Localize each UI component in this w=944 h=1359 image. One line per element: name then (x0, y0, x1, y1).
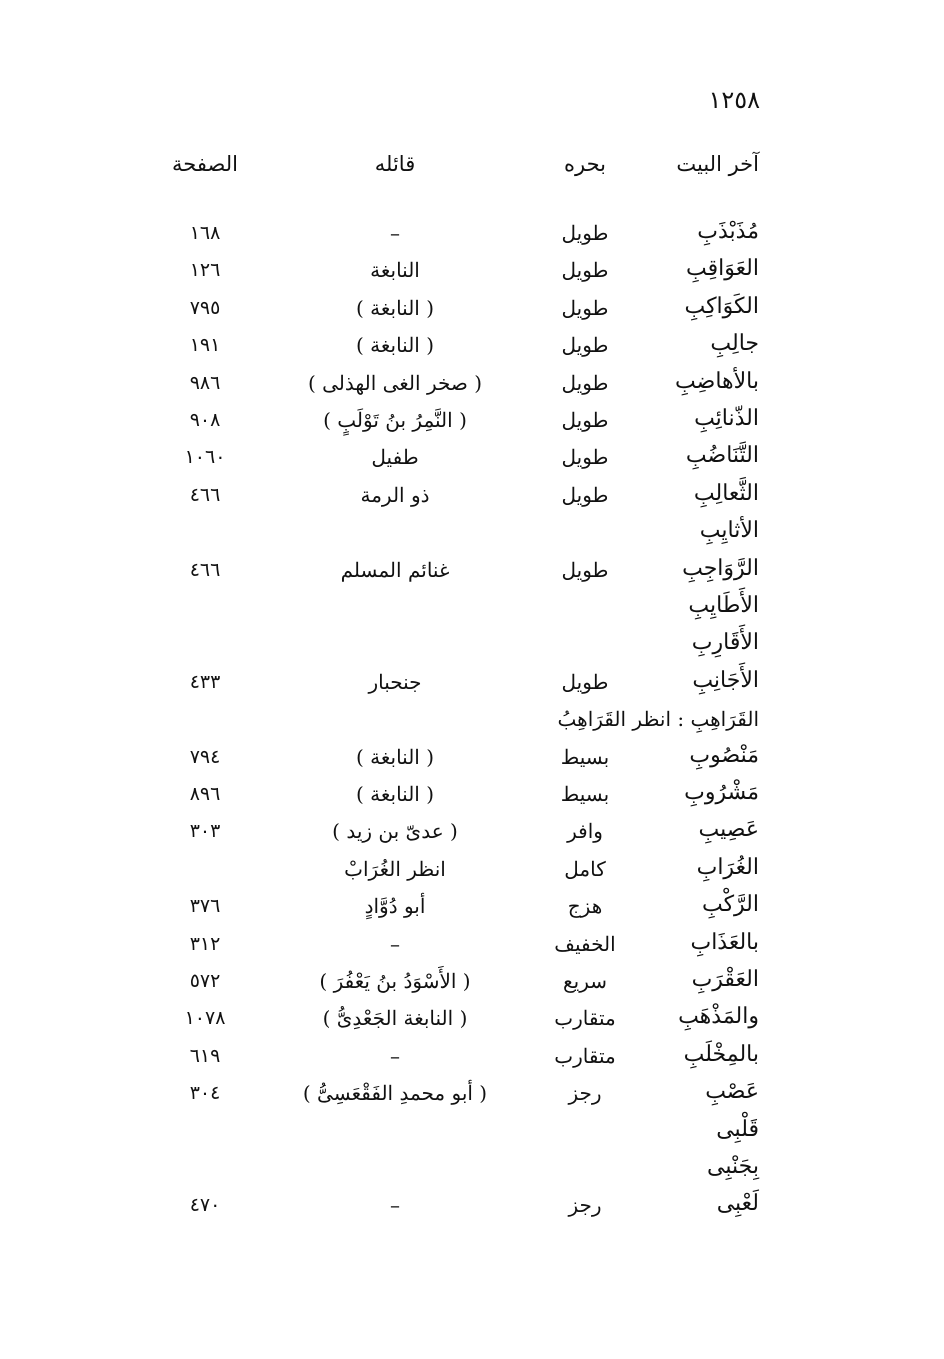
table-row (0, 628, 944, 665)
page-cell: ٤٦٦ (189, 483, 221, 506)
verse-end-cell: مَشْرُوبِ (684, 780, 759, 805)
table-row (0, 965, 944, 1002)
verse-end-cell: بِجَنْبِى (707, 1154, 759, 1179)
poet-cell: ( الأَسْوَدُ بنُ يَعْفُرَ ) (319, 969, 471, 993)
page-cell: ٧٩٤ (189, 745, 221, 768)
page-cell: ٣٠٣ (189, 820, 221, 843)
meter-cell: بسيط (560, 744, 610, 769)
meter-cell: متقارب (554, 1043, 616, 1068)
page-cell: ٣١٢ (189, 932, 221, 955)
meter-cell: طويل (561, 221, 609, 245)
table-row (0, 815, 944, 852)
page-cell: ٨٩٦ (189, 783, 221, 805)
table-row (0, 928, 944, 965)
table-row (0, 292, 944, 329)
table-row (0, 1040, 944, 1077)
meter-cell: سريع (562, 969, 607, 993)
header-poet: قائله (374, 152, 416, 176)
poet-cell: ( النابغة ) (355, 333, 435, 358)
verse-end-cell: الرَّوَاجِبِ (682, 555, 759, 581)
meter-cell: متقارب (554, 1006, 616, 1031)
verse-end-cell: الثَّعالِبِ (693, 480, 759, 506)
table-row (0, 853, 944, 890)
poet-cell: – (390, 931, 400, 956)
page-cell: ٩٨٦ (189, 371, 221, 394)
verse-end-cell: جالِبِ (710, 331, 759, 357)
table-row (0, 1115, 944, 1152)
table-row (0, 1002, 944, 1039)
page-cell: ١٠٧٨ (184, 1007, 226, 1030)
verse-end-cell: بالعَذَابِ (690, 929, 759, 955)
meter-cell: وافر (567, 819, 603, 844)
poet-cell: – (390, 1043, 400, 1068)
table-row (0, 441, 944, 478)
poet-cell: طفيل (371, 445, 419, 470)
page-cell: ٩٠٨ (189, 409, 221, 431)
header-meter: بحره (564, 152, 606, 176)
poet-cell: – (390, 221, 400, 245)
table-row (0, 741, 944, 778)
meter-cell: طويل (561, 333, 609, 358)
meter-cell: كامل (564, 856, 606, 881)
verse-end-cell: العَوَاقِبِ (685, 256, 759, 282)
meter-cell: طويل (561, 445, 609, 470)
verse-end-cell: بالمِخْلَبِ (683, 1041, 759, 1067)
poet-cell: ( النابغة ) (355, 782, 435, 806)
poet-cell: أبو دُوَّادٍ (364, 894, 426, 919)
table-row (0, 591, 944, 628)
poet-cell: ( عدىّ بن زيد ) (332, 819, 458, 844)
table-row (0, 479, 944, 516)
meter-cell: طويل (561, 482, 609, 507)
poet-cell: ( صخر الغى الهذلى ) (307, 370, 483, 395)
meter-cell: الخفيف (554, 931, 616, 956)
page-cell: ١٦٨ (189, 222, 221, 244)
table-row (0, 554, 944, 591)
meter-cell: طويل (561, 295, 609, 320)
table-row (0, 516, 944, 553)
page-cell: ١٠٦٠ (184, 446, 226, 469)
table-row (0, 1189, 944, 1226)
poet-cell: ( أبو محمدِ الفَقْعَسِىُّ ) (302, 1081, 488, 1106)
table-row (0, 666, 944, 703)
poet-cell: ( النابغة ) (355, 744, 435, 769)
verse-end-cell: عَصِيبِ (698, 817, 759, 843)
page-cell: ٣٠٤ (189, 1082, 221, 1105)
verse-end-cell: الغُرَابِ (696, 854, 759, 880)
verse-end-cell: الأَطَايِبِ (688, 593, 759, 618)
meter-cell: هزج (567, 894, 603, 919)
page-number: ١٢٥٨ (708, 86, 760, 114)
page-cell: ١٢٦ (189, 259, 221, 282)
table-row (0, 367, 944, 404)
poet-cell: جنحبار (368, 669, 422, 694)
poet-cell: ( النَّمِرُ بنُ تَوْلَبٍ ) (323, 408, 467, 432)
verse-end-cell: عَصْبِ (705, 1079, 759, 1105)
table-row (0, 329, 944, 366)
table-row (0, 404, 944, 441)
page-cell: ٦١٩ (189, 1044, 221, 1067)
verse-end-cell: مُذَبْذَبِ (697, 219, 759, 244)
poet-cell: ( النابغة ) (355, 295, 435, 320)
table-row (0, 890, 944, 927)
table-row (0, 778, 944, 815)
meter-cell: رجز (568, 1081, 602, 1106)
verse-end-cell: مَنْصُوبِ (689, 742, 759, 768)
header-page: الصفحة (172, 152, 238, 176)
page-cell: ٤٧٠ (189, 1194, 221, 1217)
table-row (0, 1077, 944, 1114)
page-cell: ٤٦٦ (189, 558, 221, 581)
meter-cell: طويل (561, 557, 609, 582)
verse-end-cell: الأَجَانِبِ (692, 667, 759, 693)
page-cell: ٧٩٥ (189, 296, 221, 319)
meter-cell: طويل (561, 408, 609, 432)
verse-end-cell: بالأهاضِبِ (675, 368, 759, 394)
meter-cell: رجز (568, 1193, 602, 1218)
page-cell: ٣٧٦ (189, 895, 221, 918)
verse-end-cell: لَعْبِى (716, 1191, 759, 1217)
verse-end-cell: الكَوَاكِبِ (684, 293, 759, 319)
verse-end-cell: التَّنَاضُبِ (685, 443, 759, 469)
table-row (0, 1152, 944, 1189)
poet-cell: ذو الرمة (360, 482, 430, 507)
verse-end-cell: الأثايِبِ (699, 518, 759, 544)
poet-cell: النابغة (370, 258, 420, 283)
verse-end-cell: قَلْبِى (716, 1116, 759, 1142)
poet-cell: انظر الغُرَابْ (344, 856, 446, 881)
poet-cell: – (390, 1193, 400, 1218)
table-row (0, 703, 944, 740)
table-row (0, 254, 944, 291)
verse-end-cell: العَقْرَبِ (691, 967, 759, 992)
poet-cell: ( النابغة الجَعْدِىُّ ) (322, 1006, 468, 1031)
verse-end-cell: الذّنائِبِ (694, 406, 759, 431)
page-cell: ١٩١ (189, 334, 221, 357)
verse-end-cell: الأَقَارِبِ (691, 630, 759, 656)
meter-cell: طويل (561, 370, 609, 395)
page-cell: ٥٧٢ (189, 970, 221, 992)
header-verse-end: آخر البيت (676, 152, 759, 176)
verse-end-cell: الرَّكْبِ (701, 892, 759, 918)
meter-cell: بسيط (560, 782, 610, 806)
meter-cell: طويل (561, 669, 609, 694)
table-row (0, 217, 944, 254)
cross-reference-note: القَرَاهِبِ : انظر القَرَاهِبُ (557, 707, 759, 732)
poet-cell: غنائم المسلم (340, 557, 450, 582)
verse-end-cell: والمَذْهَبِ (678, 1004, 759, 1030)
meter-cell: طويل (561, 258, 609, 283)
page-cell: ٤٣٣ (189, 670, 221, 693)
